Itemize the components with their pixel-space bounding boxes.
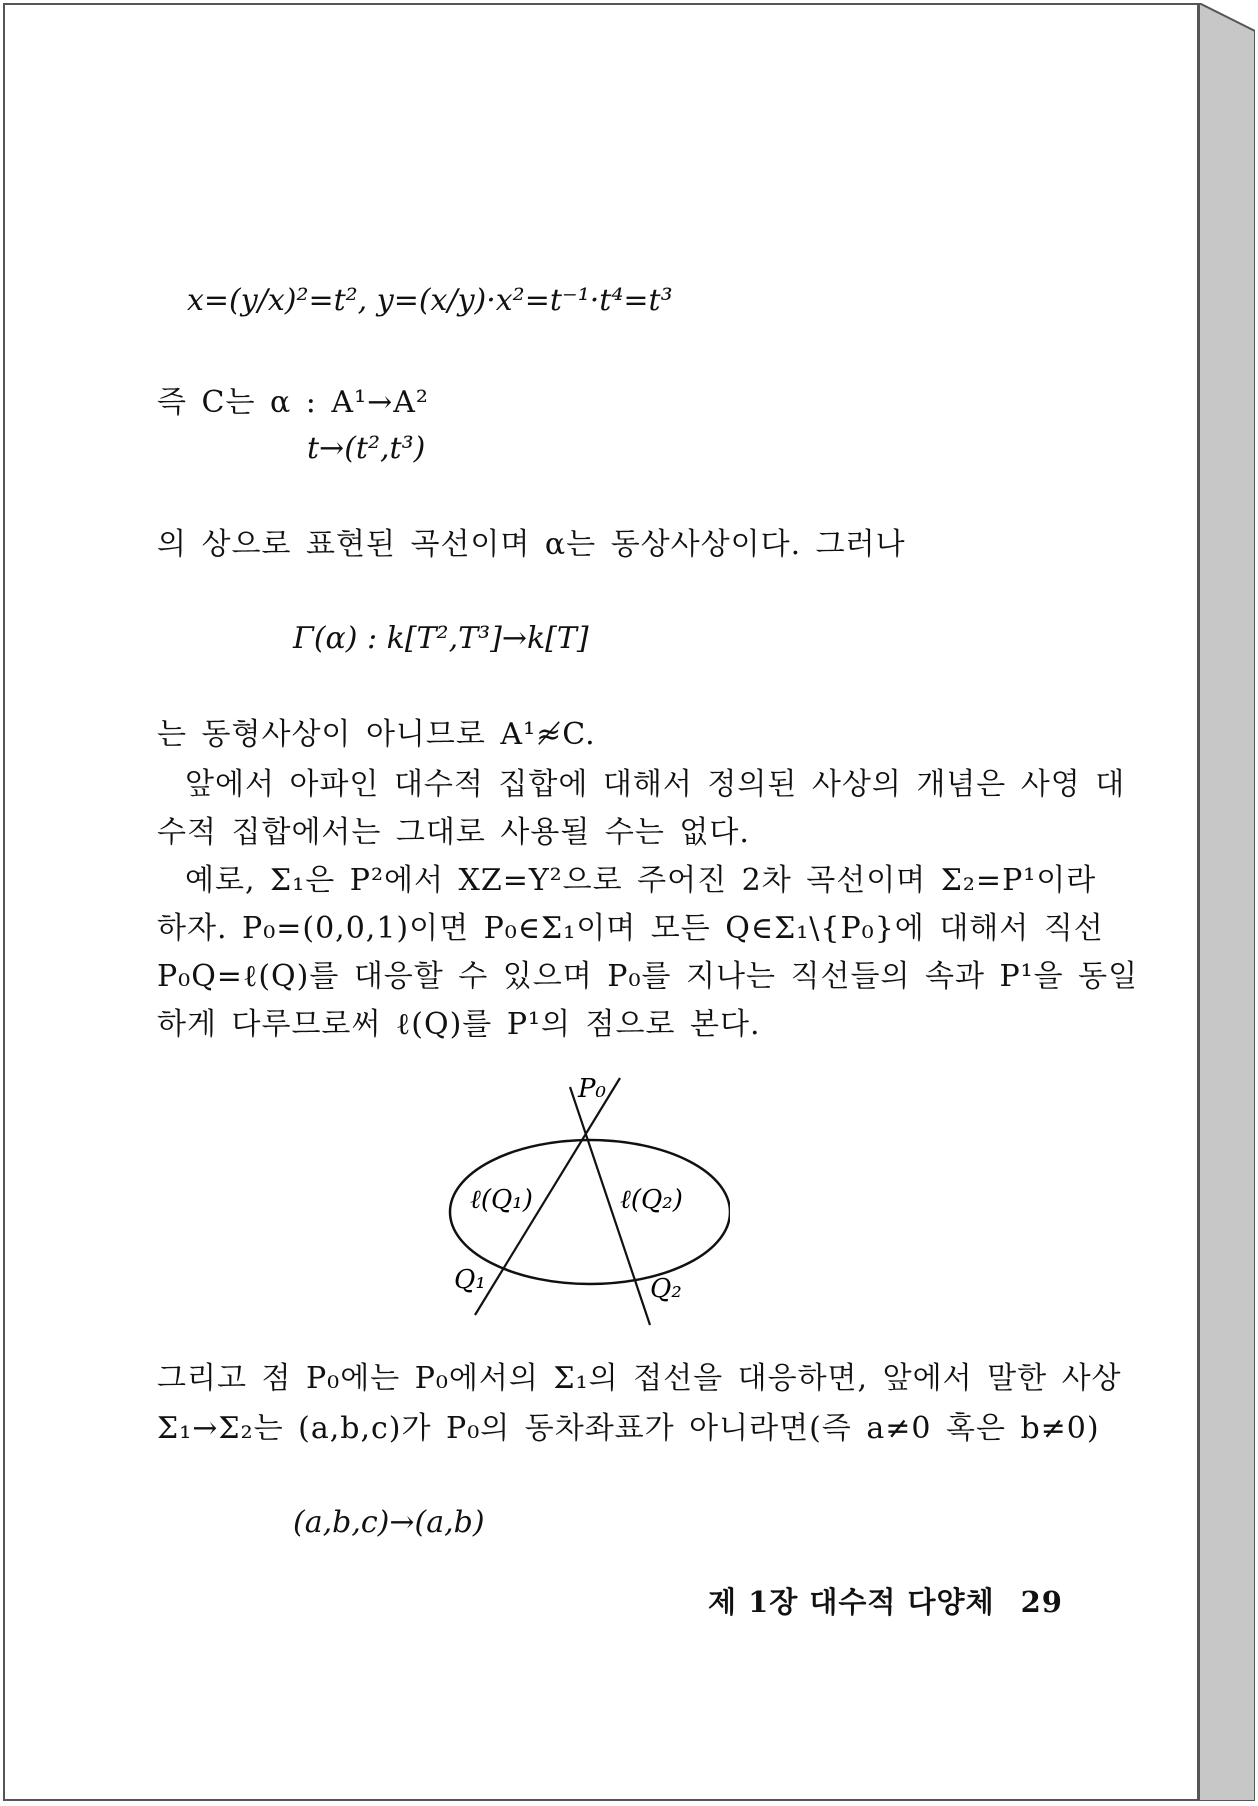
line-image: 의 상으로 표현된 곡선이며 α는 동상사상이다. 그러나 <box>157 527 906 562</box>
line-c-map: 즉 C는 α : A¹→A² <box>157 385 429 420</box>
page-footer <box>708 1580 1063 1621</box>
para2-line4: 하게 다루므로써 ℓ(Q)를 P¹의 점으로 본다. <box>157 1007 761 1042</box>
line-not-isomorphism: 는 동형사상이 아니므로 A¹≉C. <box>157 717 596 752</box>
para2-line3: P₀Q=ℓ(Q)를 대응할 수 있으며 P₀를 지나는 직선들의 속과 P¹을 동일 <box>157 959 1139 994</box>
para1-line1: 앞에서 아파인 대수적 집합에 대해서 정의된 사상의 개념은 사영 대 <box>185 767 1126 802</box>
book-page <box>3 3 1199 1801</box>
para2-line1: 예로, Σ₁은 P²에서 XZ=Y²으로 주어진 2차 곡선이며 Σ₂=P¹이라 <box>185 863 1097 898</box>
equation-xy: x=(y/x)²=t², y=(x/y)·x²=t⁻¹·t⁴=t³ <box>187 283 673 318</box>
line-t-map: t→(t²,t³) <box>307 431 426 466</box>
page-edge-shading <box>1199 3 1255 1801</box>
label-lq1: ℓ(Q₁) <box>470 1185 533 1215</box>
para2-line2: 하자. P₀=(0,0,1)이면 P₀∈Σ₁이며 모든 Q∈Σ₁\{P₀}에 대해서 직선 <box>157 911 1104 946</box>
equation-gamma: Γ(α) : k[T²,T³]→k[T] <box>293 621 589 656</box>
label-lq2: ℓ(Q₂) <box>620 1185 683 1215</box>
equation-projection: (a,b,c)→(a,b) <box>293 1505 485 1540</box>
conic-lines-figure <box>440 1075 730 1340</box>
para3-line2: Σ₁→Σ₂는 (a,b,c)가 P₀의 동차좌표가 아니라면(즉 a≠0 혹은 b≠0) <box>157 1411 1100 1446</box>
label-q2: Q₂ <box>650 1274 682 1304</box>
para1-line2: 수적 집합에서는 그대로 사용될 수는 없다. <box>157 815 750 850</box>
para3-line1: 그리고 점 P₀에는 P₀에서의 Σ₁의 접선을 대응하면, 앞에서 말한 사상 <box>157 1361 1122 1396</box>
label-p0: P₀ <box>578 1075 606 1104</box>
label-q1: Q₁ <box>454 1265 486 1295</box>
chapter-title: 제 1장 대수적 다양체 <box>708 1585 995 1619</box>
page-number: 29 <box>1020 1585 1063 1619</box>
